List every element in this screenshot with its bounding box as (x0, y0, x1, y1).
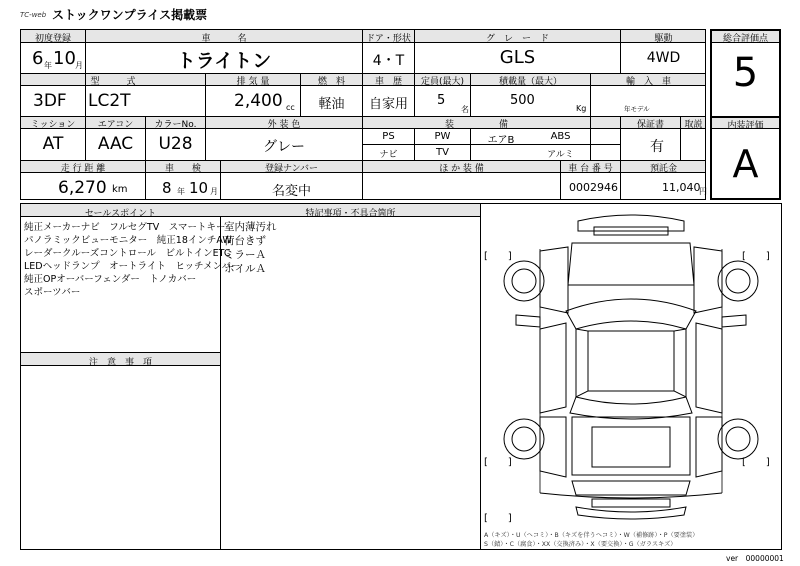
inspection-month-unit: 月 (210, 187, 218, 196)
list-item: 荷台きず (224, 235, 266, 247)
bracket-right-bottom: [ ] (742, 457, 770, 468)
drive: 4WD (646, 50, 681, 66)
bracket-left-bottom: [ ] (484, 457, 512, 468)
bracket-bottom: [ ] (484, 513, 512, 524)
notes-list (224, 220, 277, 276)
label-plate: 登録ナンバー (265, 164, 318, 174)
list-item: 室内薄汚れ (224, 221, 277, 233)
mileage-unit: km (112, 184, 128, 195)
list-item: スポーツバー (24, 287, 81, 298)
first-reg-month-unit: 月 (75, 61, 83, 70)
equip-navi: ナビ (379, 150, 398, 160)
door-shape: 4・T (372, 53, 405, 69)
label-grade: グ レ ー ド (485, 34, 549, 44)
label-first-reg: 初度登録 (34, 34, 71, 44)
bracket-left-top: [ ] (484, 251, 512, 262)
equip-abs: ABS (550, 131, 571, 142)
history: 自家用 (368, 97, 408, 112)
label-overall: 総合評価点 (722, 34, 768, 44)
label-fuel: 燃 料 (317, 77, 345, 87)
grade: GLS (499, 47, 536, 68)
equip-airbag: エアB (487, 135, 515, 146)
label-mission: ミッション (30, 120, 76, 130)
price-unit: 円 (699, 187, 707, 196)
import-note: 年モデル (624, 105, 650, 113)
label-aircon: エアコン (97, 120, 134, 130)
version: ver 00000001 (726, 554, 784, 563)
equip-alumi: アルミ (547, 150, 574, 160)
chassis-number: 0002946 (569, 181, 618, 194)
label-inspection: 車 検 (164, 164, 201, 174)
label-door: ドア・形状 (366, 34, 411, 44)
label-price: 預託金 (649, 164, 677, 174)
list-item: LEDヘッドランプ オートライト ヒッチメンバー (24, 261, 241, 272)
equip-ps: PS (382, 131, 395, 142)
displacement-unit: cc (286, 103, 295, 112)
inspection-month: 10 (189, 179, 209, 197)
capacity: 5 (437, 93, 446, 108)
aircon: AAC (97, 134, 134, 154)
label-drive: 駆動 (654, 34, 673, 44)
label-sales: セールスポイント (84, 209, 157, 219)
label-attention: 注 意 事 項 (88, 358, 152, 368)
exterior-color: グレー (263, 139, 305, 155)
sales-points-list (24, 221, 241, 299)
label-model: 型 式 (90, 77, 136, 87)
load-unit: Kg (576, 104, 587, 113)
list-item: ホイルＡ (224, 263, 266, 275)
first-reg-year-unit: 年 (44, 61, 52, 70)
car-name: トライトン (176, 50, 272, 72)
mission: AT (42, 134, 64, 154)
damage-legend-1: A（キズ）・U（ヘコミ）・B（キズを伴うヘコミ）・W（補修跡）・P（要塗装） (484, 532, 699, 539)
list-item: ミラーＡ (224, 249, 266, 261)
label-name: 車 名 (201, 34, 247, 44)
displacement: 2,400 (234, 91, 283, 111)
list-item: 純正OPオーバーフェンダー トノカバー (24, 274, 197, 285)
bracket-right-top: [ ] (742, 251, 770, 262)
list-item: レーダークルーズコントロール ビルトインETC (24, 248, 231, 259)
equip-tv: TV (436, 147, 449, 158)
damage-legend-2: S（錆）・C（腐食）・XX（交換済み）・X（要交換）・G（ガラスキズ） (484, 541, 677, 548)
inspection-year-unit: 年 (177, 187, 185, 196)
label-warranty: 保証書 (636, 120, 664, 130)
label-chassis: 車 台 番 号 (568, 164, 613, 174)
label-load: 積載量（最大） (498, 77, 562, 87)
label-color-no: カラーNo. (154, 120, 197, 130)
car-diagram (480, 203, 782, 549)
label-notes: 特記事項・不具合箇所 (305, 209, 396, 219)
interior-score: A (732, 142, 759, 186)
label-import: 輸 入 車 (625, 77, 671, 87)
inspection-year: 8 (162, 179, 172, 197)
mileage: 6,270 (58, 178, 107, 198)
capacity-unit: 名 (461, 105, 469, 114)
label-displacement: 排 気 量 (236, 77, 270, 87)
label-interior: 内装評価 (727, 121, 764, 131)
list-item: 純正メーカーナビ フルセグTV スマートキー (24, 222, 226, 233)
overall-score: 5 (732, 50, 759, 96)
first-reg-year: 6 (32, 48, 44, 69)
label-other-equip: ほ か 装 備 (439, 164, 484, 174)
label-exterior: 外 装 色 (267, 120, 301, 130)
equip-pw: PW (434, 131, 451, 142)
page-title: ストックワンプライス掲載票 (52, 8, 208, 22)
label-history: 車 歴 (374, 77, 402, 87)
label-equipment: 装 備 (444, 120, 508, 130)
logo: TC-web (20, 11, 47, 19)
label-mileage: 走 行 距 離 (60, 164, 106, 174)
model: LC2T (88, 91, 131, 111)
label-manual: 取説 (684, 120, 703, 130)
first-reg-month: 10 (53, 48, 76, 69)
fuel: 軽油 (318, 97, 345, 112)
warranty: 有 (650, 139, 664, 155)
plate-number: 名変中 (271, 184, 311, 199)
price: 11,040 (662, 181, 701, 194)
label-capacity: 定員(最大) (420, 77, 465, 87)
color-no: U28 (158, 134, 193, 154)
load: 500 (510, 93, 535, 108)
list-item: パノラミックビューモニター 純正18インチAW (24, 235, 232, 246)
model-prefix: 3DF (33, 91, 67, 111)
